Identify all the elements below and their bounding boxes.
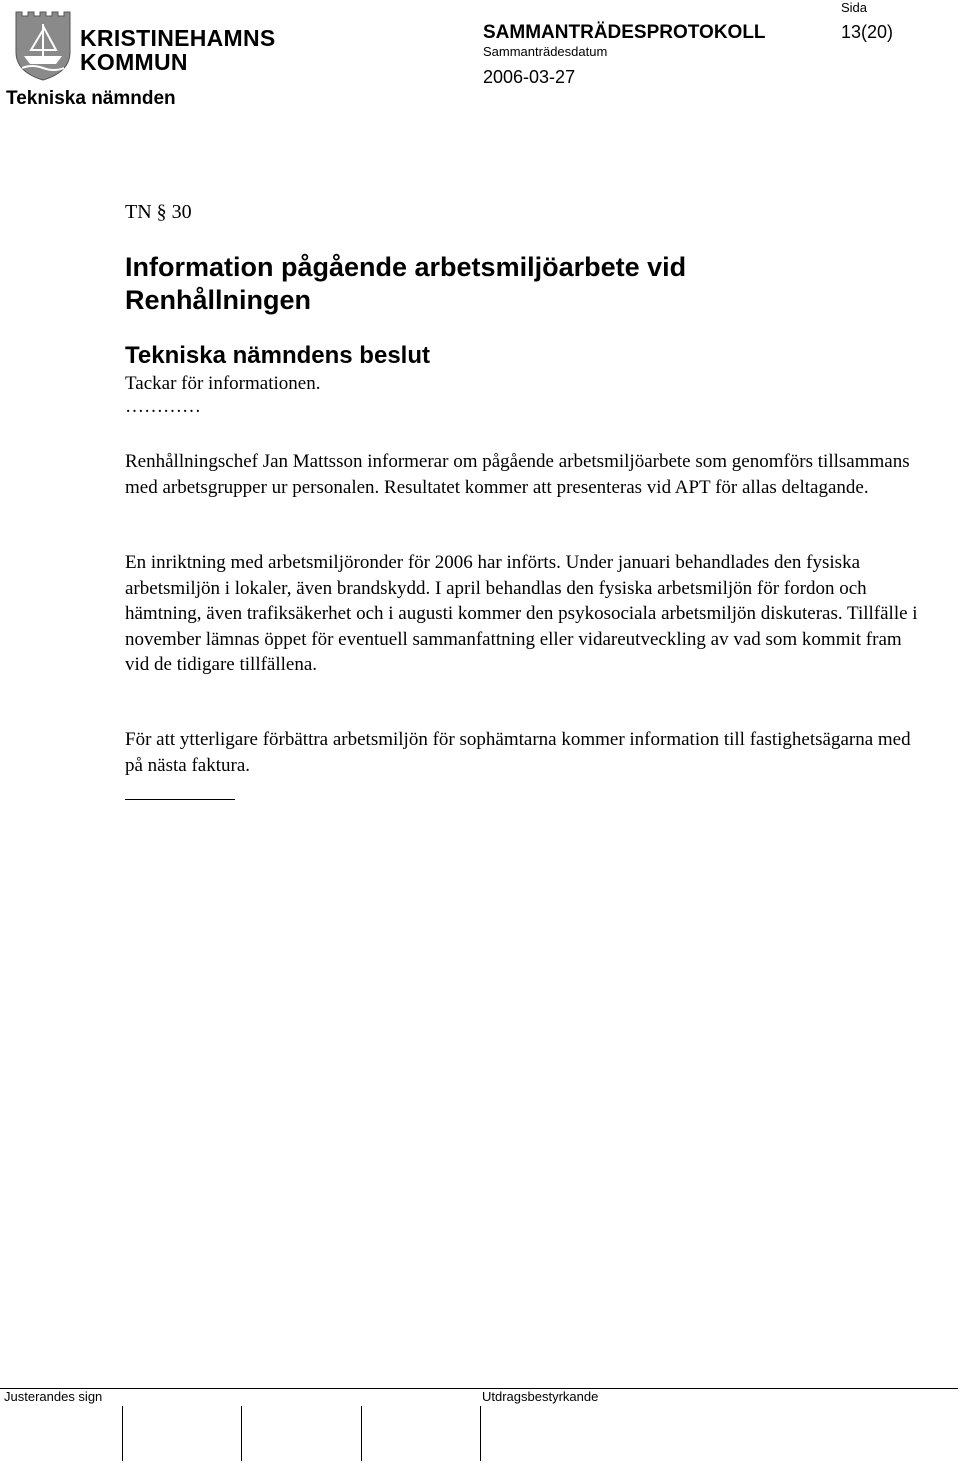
page-number: 13(20)	[841, 22, 894, 42]
municipal-crest-logo	[12, 6, 74, 82]
committee-name: Tekniska nämnden	[6, 88, 176, 109]
body-paragraph: En inriktning med arbetsmiljöronder för 2006 har införts. Under januari behandlades den fysiska arbetsmiljön i lokaler, även brandskydd. I april behandlas den fysiska arbetsmiljön för fordon och hämtning, även trafiksäkerhet och i augusti kommer den psykosociala arbetsmiljön diskuteras. Tillfälle i november lämnas öppet för eventuell sammanfattning eller vidareutveckling av vad som kommit fram vid de tidigare tillfällena.	[125, 552, 918, 675]
body-paragraph: Renhållningschef Jan Mattsson informerar om pågående arbetsmiljöarbete som genomförs tillsammans med arbetsgrupper ur personalen. Resultatet kommer att presenteras vid APT för allas deltagande.	[125, 451, 910, 498]
paragraph-id: TN § 30	[125, 201, 192, 223]
separator-dots: …………	[125, 396, 201, 417]
org-name-line2: KOMMUN	[80, 49, 188, 75]
footer-rule	[0, 1388, 958, 1389]
decision-text: Tackar för informationen.	[125, 373, 321, 394]
signature-divider	[241, 1406, 242, 1461]
decision-heading: Tekniska nämndens beslut	[125, 342, 430, 369]
extract-label: Utdragsbestyrkande	[482, 1389, 599, 1404]
meeting-date-label: Sammanträdesdatum	[483, 44, 608, 59]
sign-label: Justerandes sign	[4, 1389, 103, 1404]
page-label: Sida	[841, 0, 868, 15]
protocol-title: SAMMANTRÄDESPROTOKOLL	[483, 22, 766, 43]
document-title: Information pågående arbetsmiljöarbete vid Renhållningen	[125, 252, 687, 315]
signature-divider	[361, 1406, 362, 1461]
body-paragraph: För att ytterligare förbättra arbetsmiljön för sophämtarna kommer information till fastighetsägarna med på nästa faktura.	[125, 729, 911, 776]
org-name-line1: KRISTINEHAMNS	[80, 25, 276, 51]
signature-divider	[122, 1406, 123, 1461]
end-rule	[125, 799, 235, 800]
signature-divider	[480, 1406, 481, 1461]
meeting-date: 2006-03-27	[483, 67, 576, 87]
